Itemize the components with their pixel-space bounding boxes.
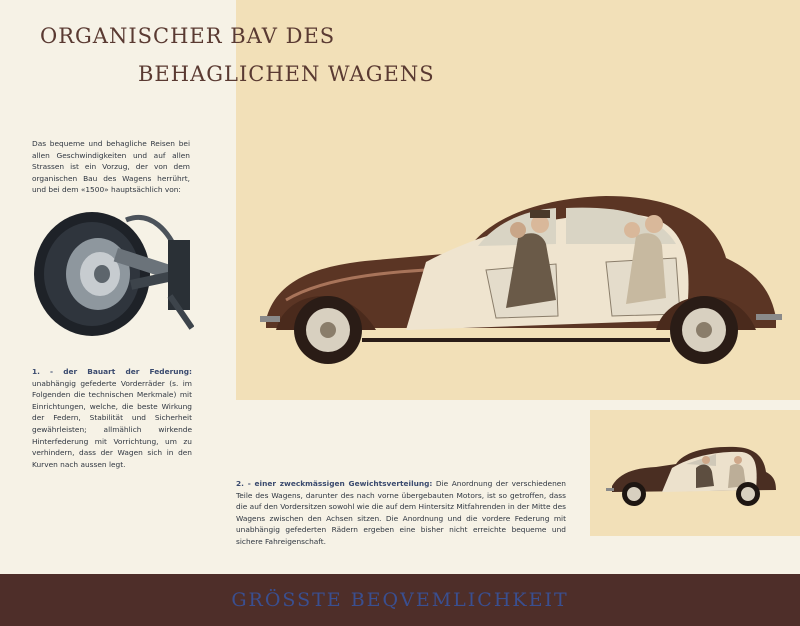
section-suspension [32, 366, 192, 470]
section1-heading: 1. - der Bauart der Federung: [32, 367, 192, 376]
section2-text: Die Anordnung der verschiedenen Teile des Wagens, darunter des nach vorne übergebauten Motors, ist so getroffen, dass die auf den Vordersitzen sowohl wie die auf dem Hintersitz Mitfahrenden in der Mitte des Wagens zwischen den Achsen sitzen. Die Anordnung und die vordere Federung mit unabhängig gefederten Rädern ergeben eine bisher nicht erreichte bequeme und sichere Fahreigenschaft. [236, 479, 566, 546]
footer-banner [0, 574, 800, 626]
section2-heading: 2. - einer zweckmässigen Gewichtsverteilung: [236, 479, 433, 488]
footer-title: GRÖSSTE BEQVEMLICHKEIT [231, 589, 569, 611]
intro-paragraph: Das bequeme und behagliche Reisen bei allen Geschwindigkeiten und auf allen Strassen ist ein Vorzug, der von dem organischen Bau des Wagens herrührt, und bei dem «1500» hauptsächlich von: [32, 139, 190, 195]
page-title-line-1: ORGANISCHER BAV DES [40, 24, 336, 48]
section1-text: unabhängig gefederte Vorderräder (s. im Folgenden die technischen Merkmale) mit Einrichtungen, welche, die beste Wirkung der Federn, Stabilität und Sicherheit gewährleisten; allmählich wirkende Hinterfederung mit Vorrichtung, um zu verhindern, dass der Wagen sich in den Kurven nach aussen legt. [32, 378, 192, 469]
page-title-line-2: BEHAGLICHEN WAGENS [138, 62, 435, 86]
front-suspension-illustration [30, 200, 194, 340]
car-cutaway-illustration [256, 180, 786, 370]
section-weight-distribution [236, 478, 566, 548]
small-car-illustration [606, 442, 778, 508]
